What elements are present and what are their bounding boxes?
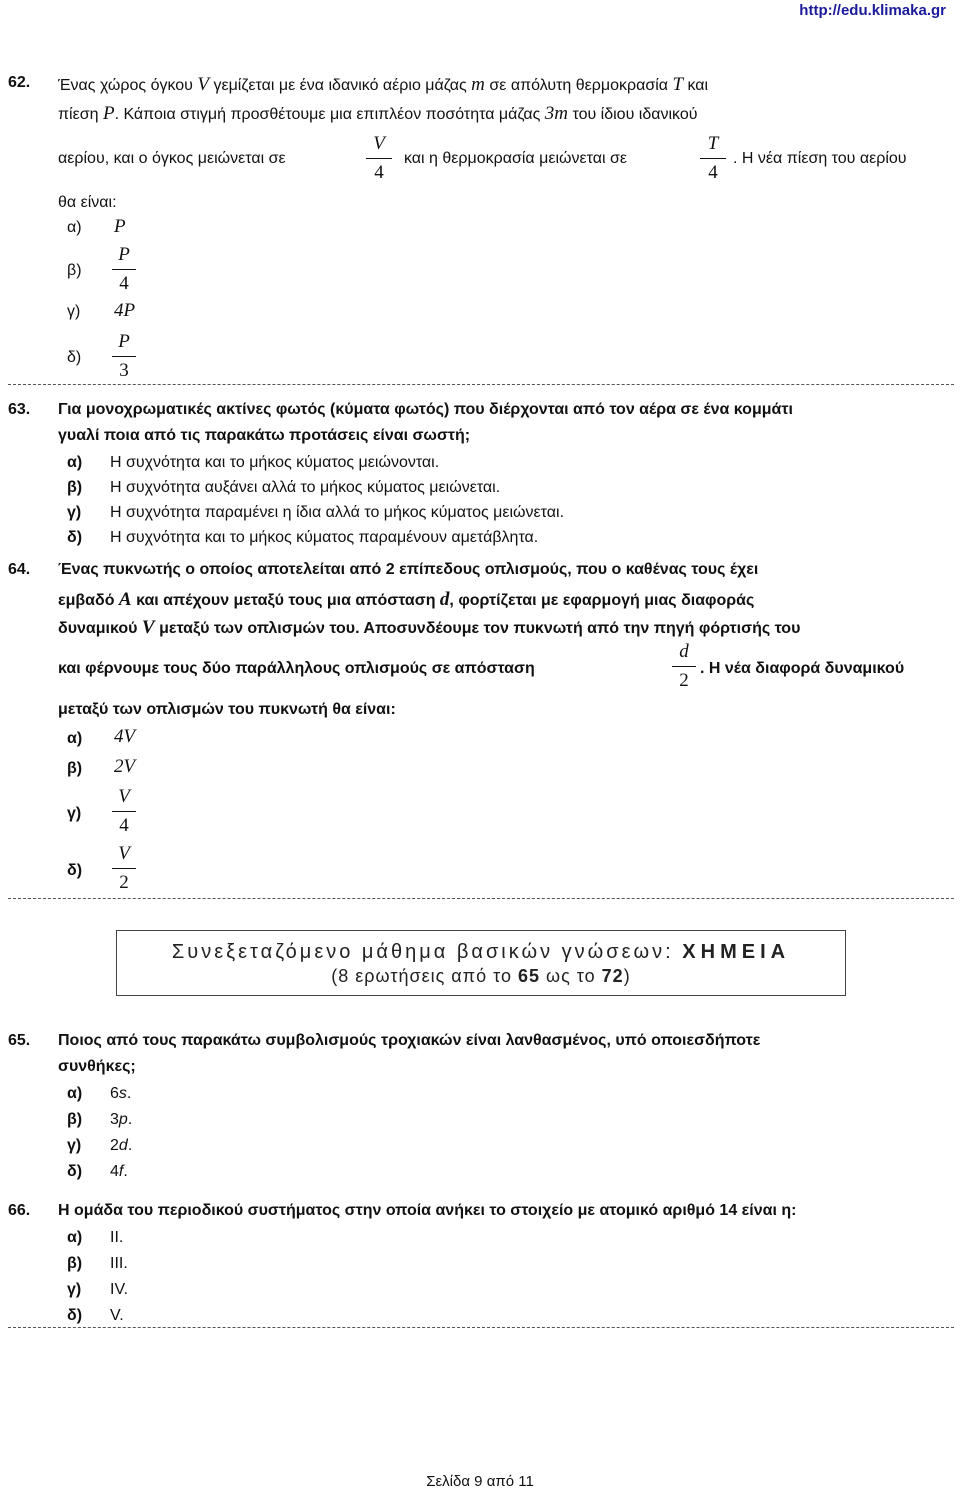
var-d: d — [439, 589, 450, 610]
q65-option-b-label: β) — [67, 1111, 83, 1128]
q65-option-a-text: 6s. — [110, 1085, 132, 1102]
q63-option-a-label: α) — [67, 454, 83, 471]
q64-line1: Ένας πυκνωτής ο οποίος αποτελείται από 2 επίπεδους οπλισμούς, που ο καθένας τους έχει — [58, 561, 759, 578]
q62-line3a: αερίου, και ο όγκος μειώνεται σε — [58, 150, 286, 167]
q64-line5: μεταξύ των οπλισμών του πυκνωτή θα είναι: — [58, 701, 396, 718]
q64-option-b-value: 2V — [114, 756, 136, 777]
q65-line1: Ποιος από τους παρακάτω συμβολισμούς τροχιακών είναι λανθασμένος, υπό οποιεσδήποτε — [58, 1032, 761, 1049]
separator-dashed — [8, 898, 954, 899]
q65-option-a-label: α) — [67, 1085, 83, 1102]
q66-option-d-text: V. — [110, 1307, 124, 1324]
q65-option-c-text: 2d. — [110, 1137, 133, 1154]
q62-option-b-fraction: P 4 — [112, 244, 136, 295]
q65-option-b-text: 3p. — [110, 1111, 133, 1128]
q62-option-c-value: 4P — [114, 300, 136, 321]
q65-line2: συνθήκες; — [58, 1058, 136, 1075]
q62-option-b-label: β) — [67, 262, 82, 279]
page-number: Σελίδα 9 από 11 — [426, 1473, 534, 1490]
q62-line4: θα είναι: — [58, 194, 117, 211]
q66-line1: Η ομάδα του περιοδικού συστήματος στην οποία ανήκει το στοιχείο με ατομικό αριθμό 14 είναι η: — [58, 1202, 797, 1219]
question-64-number: 64. — [8, 561, 31, 578]
q66-option-a-text: II. — [110, 1229, 124, 1246]
q62-line2: πίεση P. Κάποια στιγμή προσθέτουμε μια επιπλέον ποσότητα μάζας 3m του ίδιου ιδανικού — [58, 103, 698, 124]
q62-line3c: . Η νέα πίεση του αερίου — [733, 150, 907, 167]
fraction-V-over-4: V 4 — [366, 133, 392, 184]
q62-option-d-label: δ) — [67, 349, 82, 366]
var-P: P — [102, 103, 115, 124]
q63-option-d-label: δ) — [67, 529, 83, 546]
q66-option-b-text: III. — [110, 1255, 128, 1272]
q64-option-d-fraction: V 2 — [112, 843, 136, 894]
separator-dashed — [8, 1327, 954, 1328]
q63-option-b-text: Η συχνότητα αυξάνει αλλά το μήκος κύματος μειώνεται. — [110, 479, 501, 496]
q66-option-c-text: IV. — [110, 1281, 129, 1298]
var-V: V — [197, 74, 209, 95]
q62-line1: Ένας χώρος όγκου V γεμίζεται με ένα ιδανικό αέριο μάζας m σε απόλυτη θερμοκρασία T και — [58, 74, 709, 95]
question-62-number: 62. — [8, 74, 31, 91]
var-m: m — [471, 74, 485, 95]
q62-option-a-label: α) — [67, 219, 82, 236]
banner-title: Συνεξεταζόμενο μάθημα βασικών γνώσεων: ΧΗΜΕΙΑ — [171, 941, 791, 963]
q65-option-c-label: γ) — [67, 1137, 82, 1154]
question-66-number: 66. — [8, 1202, 31, 1219]
q66-option-a-label: α) — [67, 1229, 83, 1246]
header-url[interactable]: http://edu.klimaka.gr — [799, 2, 946, 19]
q63-option-d-text: Η συχνότητα και το μήκος κύματος παραμένουν αμετάβλητα. — [110, 529, 539, 546]
banner-subtitle: (8 ερωτήσεις από το 65 ως το 72) — [331, 966, 631, 986]
q64-line3: δυναμικού V μεταξύ των οπλισμών του. Αποσυνδέουμε τον πυκνωτή από την πηγή φόρτισής του — [58, 617, 801, 638]
q65-option-d-text: 4f. — [110, 1163, 128, 1180]
q64-line2: εμβαδό A και απέχουν μεταξύ τους μια απόσταση d, φορτίζεται με εφαρμογή μιας διαφοράς — [58, 589, 755, 610]
q66-option-d-label: δ) — [67, 1307, 83, 1324]
q64-option-a-label: α) — [67, 730, 83, 747]
fraction-T-over-4: T 4 — [700, 133, 726, 184]
var-A: A — [118, 589, 132, 610]
q63-option-c-text: Η συχνότητα παραμένει η ίδια αλλά το μήκος κύματος μειώνεται. — [110, 504, 565, 521]
q65-option-d-label: δ) — [67, 1163, 83, 1180]
q63-option-a-text: Η συχνότητα και το μήκος κύματος μειώνονται. — [110, 454, 440, 471]
q66-option-c-label: γ) — [67, 1281, 82, 1298]
q63-option-b-label: β) — [67, 479, 83, 496]
q63-line1: Για μονοχρωματικές ακτίνες φωτός (κύματα φωτός) που διέρχονται από τον αέρα σε ένα κομμάτι — [58, 401, 793, 418]
q62-option-c-label: γ) — [67, 303, 81, 320]
fraction-d-over-2: d 2 — [672, 641, 696, 692]
q66-option-b-label: β) — [67, 1255, 83, 1272]
q63-option-c-label: γ) — [67, 504, 82, 521]
question-65-number: 65. — [8, 1032, 31, 1049]
q64-option-c-label: γ) — [67, 805, 82, 822]
q63-line2: γυαλί ποια από τις παρακάτω προτάσεις είναι σωστή; — [58, 427, 471, 444]
q64-option-b-label: β) — [67, 760, 83, 777]
separator-dashed — [8, 384, 954, 385]
q64-line4a: και φέρνουμε τους δύο παράλληλους οπλισμούς σε απόσταση — [58, 660, 535, 677]
q62-option-a-value: P — [114, 216, 126, 237]
q64-option-a-value: 4V — [114, 726, 136, 747]
q62-option-d-fraction: P 3 — [112, 331, 136, 382]
question-63-number: 63. — [8, 401, 31, 418]
var-3m: 3m — [544, 103, 569, 124]
var-V: V — [141, 617, 155, 638]
q64-option-c-fraction: V 4 — [112, 786, 136, 837]
q64-line4b: . Η νέα διαφορά δυναμικού — [700, 660, 905, 677]
q62-line3b: και η θερμοκρασία μειώνεται σε — [404, 150, 628, 167]
section-banner — [116, 930, 846, 996]
var-T: T — [672, 74, 684, 95]
q64-option-d-label: δ) — [67, 862, 83, 879]
